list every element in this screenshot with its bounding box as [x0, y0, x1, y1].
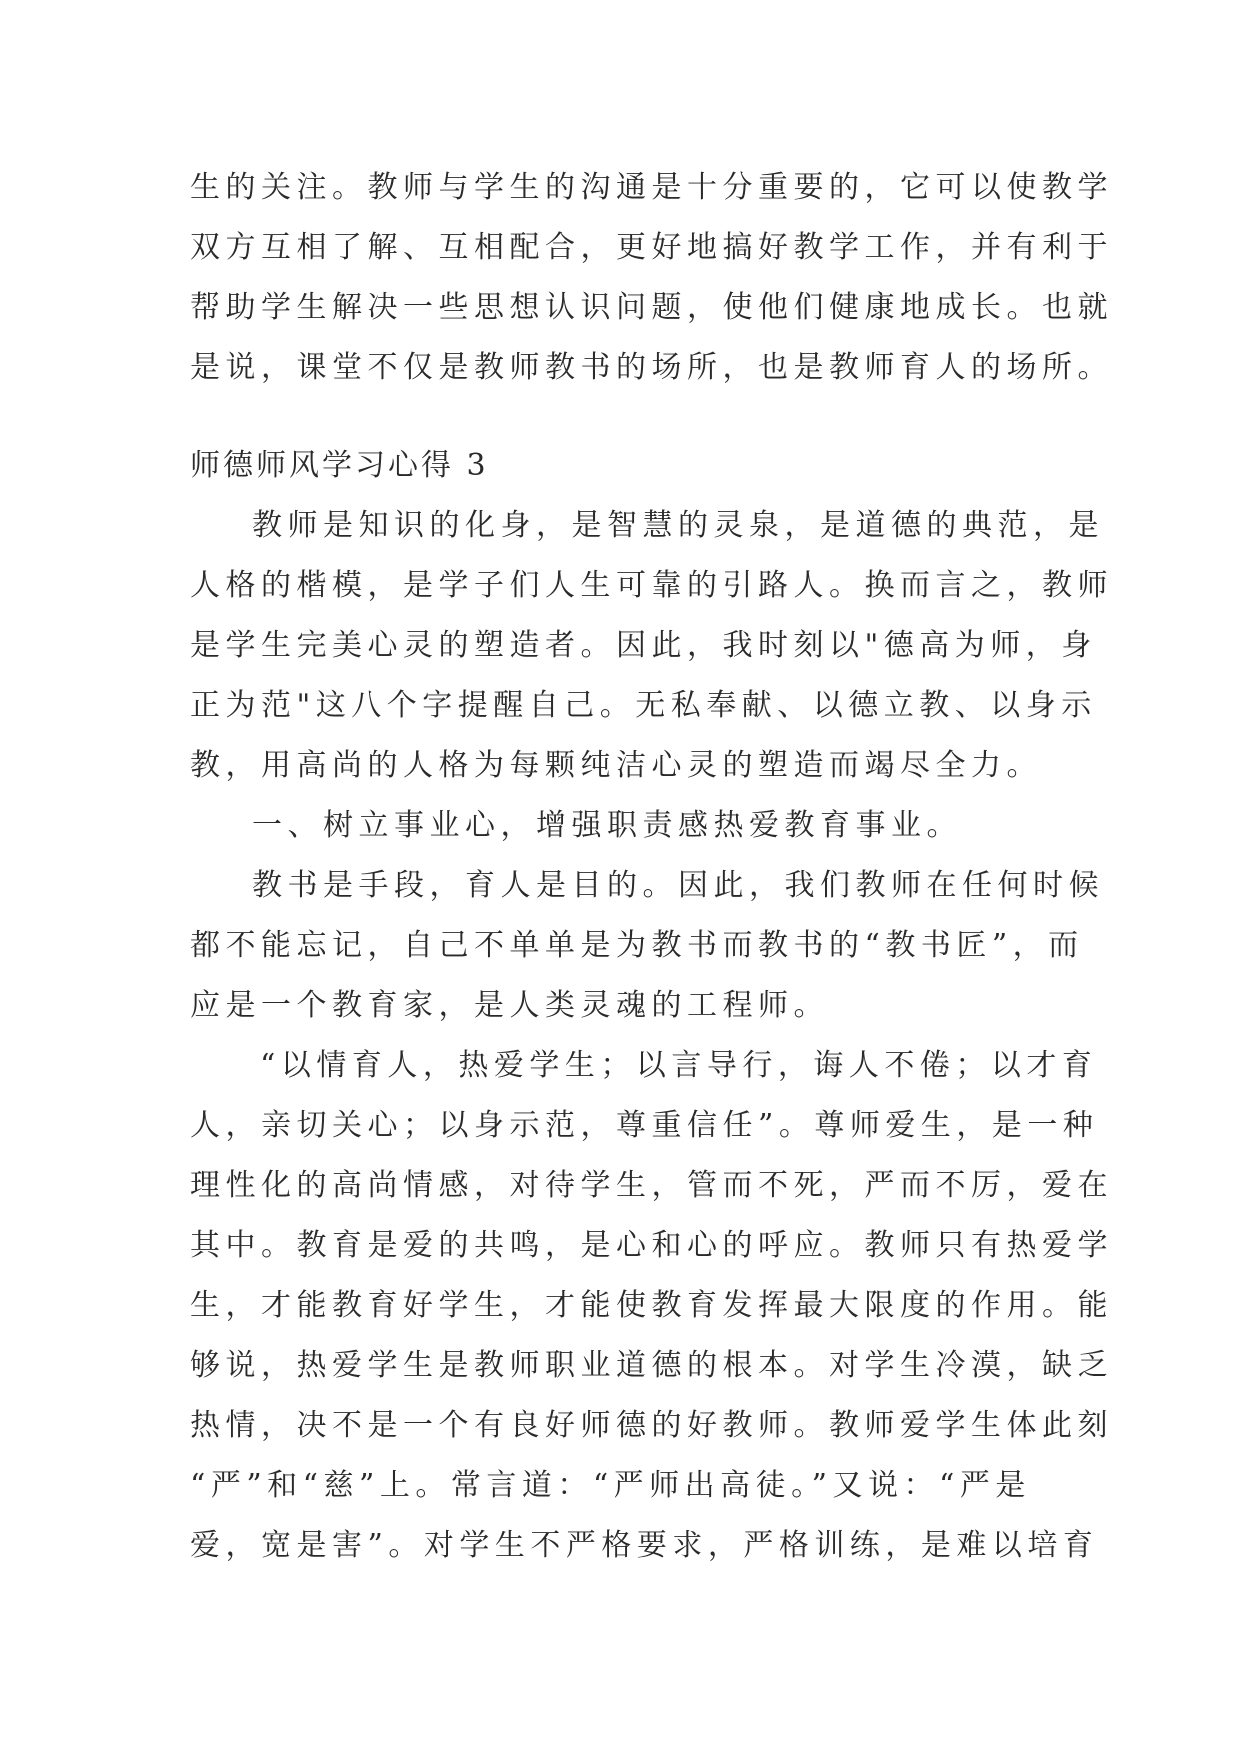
text-line: “严”和“慈”上。常言道：“严师出高徒。”又说：“严是 — [190, 1468, 1031, 1503]
text-line: 帮助学生解决一些思想认识问题，使他们健康地成长。也就 — [190, 290, 1113, 325]
text-line: 生的关注。教师与学生的沟通是十分重要的，它可以使教学 — [190, 170, 1113, 205]
text-line: “以情育人，热爱学生；以言导行，诲人不倦；以才育 — [260, 1048, 1098, 1083]
text-line: 教，用高尚的人格为每颗纯洁心灵的塑造而竭尽全力。 — [190, 748, 1042, 783]
text-line: 人格的楷模，是学子们人生可靠的引路人。换而言之，教师 — [190, 568, 1113, 603]
text-line: 热情，决不是一个有良好师德的好教师。教师爱学生体此刻 — [190, 1408, 1113, 1443]
intro-paragraph — [190, 158, 1113, 398]
text-line: 教师是知识的化身，是智慧的灵泉，是道德的典范，是 — [252, 508, 1104, 543]
text-line: 理性化的高尚情感，对待学生，管而不死，严而不厉，爱在 — [190, 1168, 1113, 1203]
text-line: 其中。教育是爱的共鸣，是心和心的呼应。教师只有热爱学 — [190, 1228, 1113, 1263]
text-line: 爱，宽是害”。对学生不严格要求，严格训练，是难以培育 — [190, 1528, 1099, 1563]
paragraph-1 — [190, 496, 1113, 796]
text-line: 人，亲切关心；以身示范，尊重信任”。尊师爱生，是一种 — [190, 1108, 1099, 1143]
document-page — [190, 158, 1113, 1576]
text-line: 生，才能教育好学生，才能使教育发挥最大限度的作用。能 — [190, 1288, 1113, 1323]
text-line: 教书是手段，育人是目的。因此，我们教师在任何时候 — [252, 868, 1104, 903]
paragraph-2 — [190, 856, 1104, 1036]
text-line: 应是一个教育家，是人类灵魂的工程师。 — [190, 988, 829, 1023]
text-line: 是学生完美心灵的塑造者。因此，我时刻以"德高为师，身 — [190, 628, 1097, 663]
text-line: 都不能忘记，自己不单单是为教书而教书的“教书匠”，而 — [190, 928, 1084, 963]
subheading-1: 一、树立事业心，增强职责感热爱教育事业。 — [252, 808, 962, 843]
text-line: 正为范"这八个字提醒自己。无私奉献、以德立教、以身示 — [190, 688, 1097, 723]
paragraph-3 — [190, 1036, 1113, 1576]
text-line: 够说，热爱学生是教师职业道德的根本。对学生冷漠，缺乏 — [190, 1348, 1113, 1383]
text-line: 是说，课堂不仅是教师教书的场所，也是教师育人的场所。 — [190, 350, 1113, 385]
section-title: 师德师风学习心得 3 — [190, 448, 489, 483]
text-line: 双方互相了解、互相配合，更好地搞好教学工作，并有利于 — [190, 230, 1113, 265]
